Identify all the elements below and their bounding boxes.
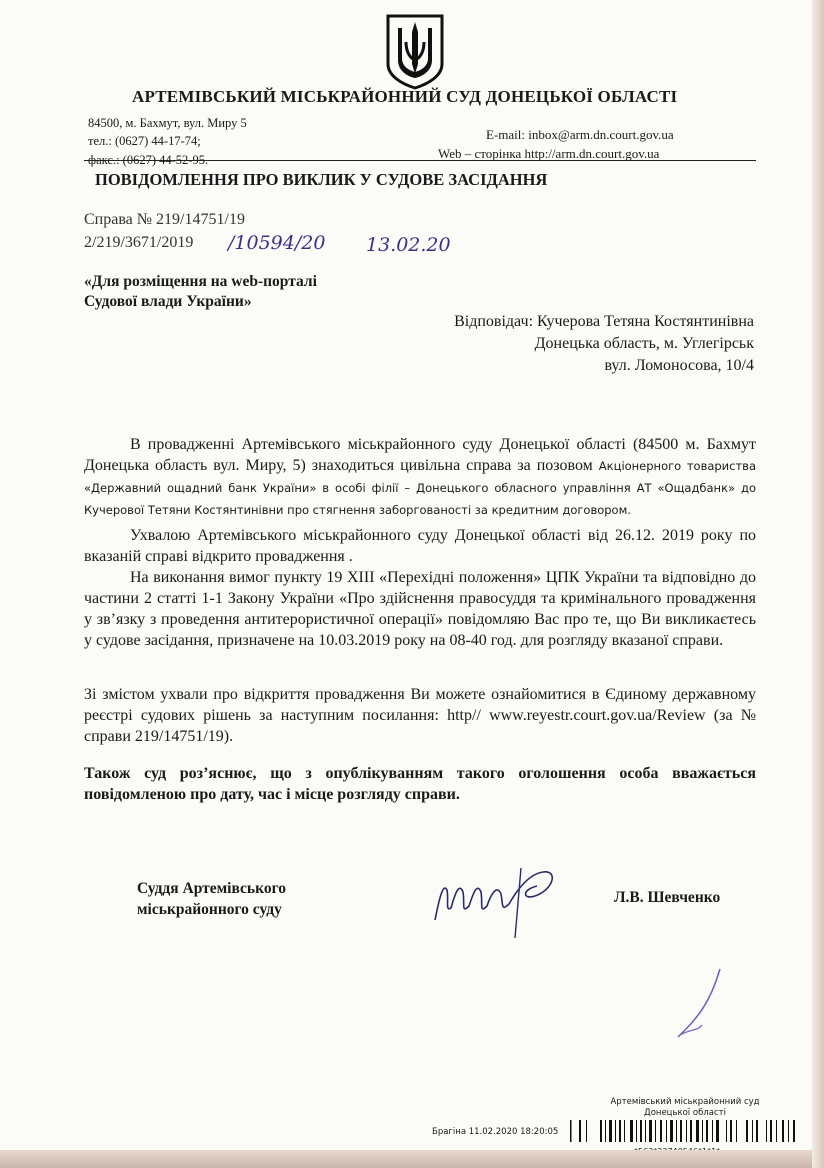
case-number: Справа № 219/14751/19 (84, 211, 245, 228)
paragraph-summons (84, 567, 756, 651)
recipient-region: Донецька область, м. Углегірськ (534, 335, 754, 352)
header-divider (84, 160, 756, 161)
document-title: ПОВІДОМЛЕННЯ ПРО ВИКЛИК У СУДОВЕ ЗАСІДАННЯ (95, 170, 548, 189)
coat-of-arms-emblem (384, 12, 446, 90)
court-email: E-mail: inbox@arm.dn.court.gov.ua (486, 127, 674, 142)
registry-stamp-court-line1: Артемівський міськрайонний суд (610, 1097, 760, 1107)
recipient-name: Відповідач: Кучерова Тетяна Костянтинівна (454, 313, 754, 330)
handwritten-date: 13.02.20 (366, 234, 451, 256)
portal-note-line2: Судової влади України» (84, 293, 252, 310)
judge-name: Л.В. Шевченко (614, 889, 721, 906)
paragraph-registry: Зі змістом ухвали про відкриття провадження Ви можете ознайомитися в Єдиному державному реєстрі судових рішень за наступним посилання: http// www.reyestr.court.gov.ua/Review (за № справи 219/14751/19). (84, 686, 756, 745)
paragraph-proceeding-serif: В провадженні Артемівського міськрайонного суду Донецької області (84500 м. Бахмут Донецька область вул. Миру, 5) знаходиться цивільна справа за позовом (84, 436, 756, 474)
registry-stamp-court-line2: Донецької області (644, 1108, 726, 1118)
proceeding-number: 2/219/3671/2019 (84, 234, 194, 251)
court-address: 84500, м. Бахмут, вул. Миру 5 (88, 116, 247, 130)
judge-title (137, 878, 286, 920)
paragraph-clarification-text: Також суд роз’яснює, що з опублікуванням такого оголошення особа вважається повідомленою про дату, час і місце розгляду справи. (84, 765, 756, 803)
recipient-street: вул. Ломоносова, 10/4 (604, 357, 754, 374)
court-fax: факс.: (0627) 44-52-95. (88, 153, 209, 167)
handwritten-mark (676, 965, 726, 1040)
portal-note (84, 272, 317, 312)
paragraph-summons-text: На виконання вимог пункту 19 ХIII «Перехідні положення» ЦПК України та відповідно до частини 2 статті 1-1 Закону України «Про здійснення правосуддя та кримінального провадження у зв’язку з проведення антитерористичної операції» повідомляю Вас про те, що Ви викликаєтесь у судове засідання, призначене на 10.03.2019 року на 08-40 год. для розгляду вказаної справи. (84, 569, 756, 649)
court-website: Web – сторінка http://arm.dn.court.gov.ua (438, 146, 660, 161)
court-phone: тел.: (0627) 44-17-74; (88, 134, 201, 148)
paragraph-ruling-text: Ухвалою Артемівського міськрайонного суду Донецької області від 26.12. 2019 року по вказаній справі відкрито провадження . (84, 527, 756, 565)
scan-bottom-edge (0, 1150, 824, 1168)
barcode (570, 1118, 798, 1144)
handwritten-registration: /10594/20 (228, 232, 326, 254)
judge-title-line2: міськрайонного суду (137, 901, 282, 918)
scan-right-edge (812, 0, 824, 1168)
paragraph-proceeding (84, 434, 756, 521)
judge-title-line1: Суддя Артемівського (137, 880, 287, 897)
recipient-block (454, 311, 754, 377)
portal-note-line1: «Для розміщення на web-порталі (84, 273, 317, 290)
paragraph-ruling (84, 525, 756, 567)
registry-stamp-court (600, 1097, 770, 1119)
paragraph-clarification (84, 763, 756, 805)
court-name: АРТЕМІВСЬКИЙ МІСЬКРАЙОННИЙ СУД ДОНЕЦЬКОЇ ОБЛАСТІ (132, 87, 678, 106)
judge-signature (425, 860, 575, 940)
registry-stamp-meta: Брагіна 11.02.2020 18:20:05 (432, 1127, 559, 1137)
paragraph-proceeding-plaintiff: Акціонерного товариства «Державний ощадний банк України» в особі філії – Донецького обласного управління АТ «Ощадбанк» до Кучерової Тетяни Костянтинівни про стягнення заборгованості за кредитним договором. (84, 459, 757, 517)
